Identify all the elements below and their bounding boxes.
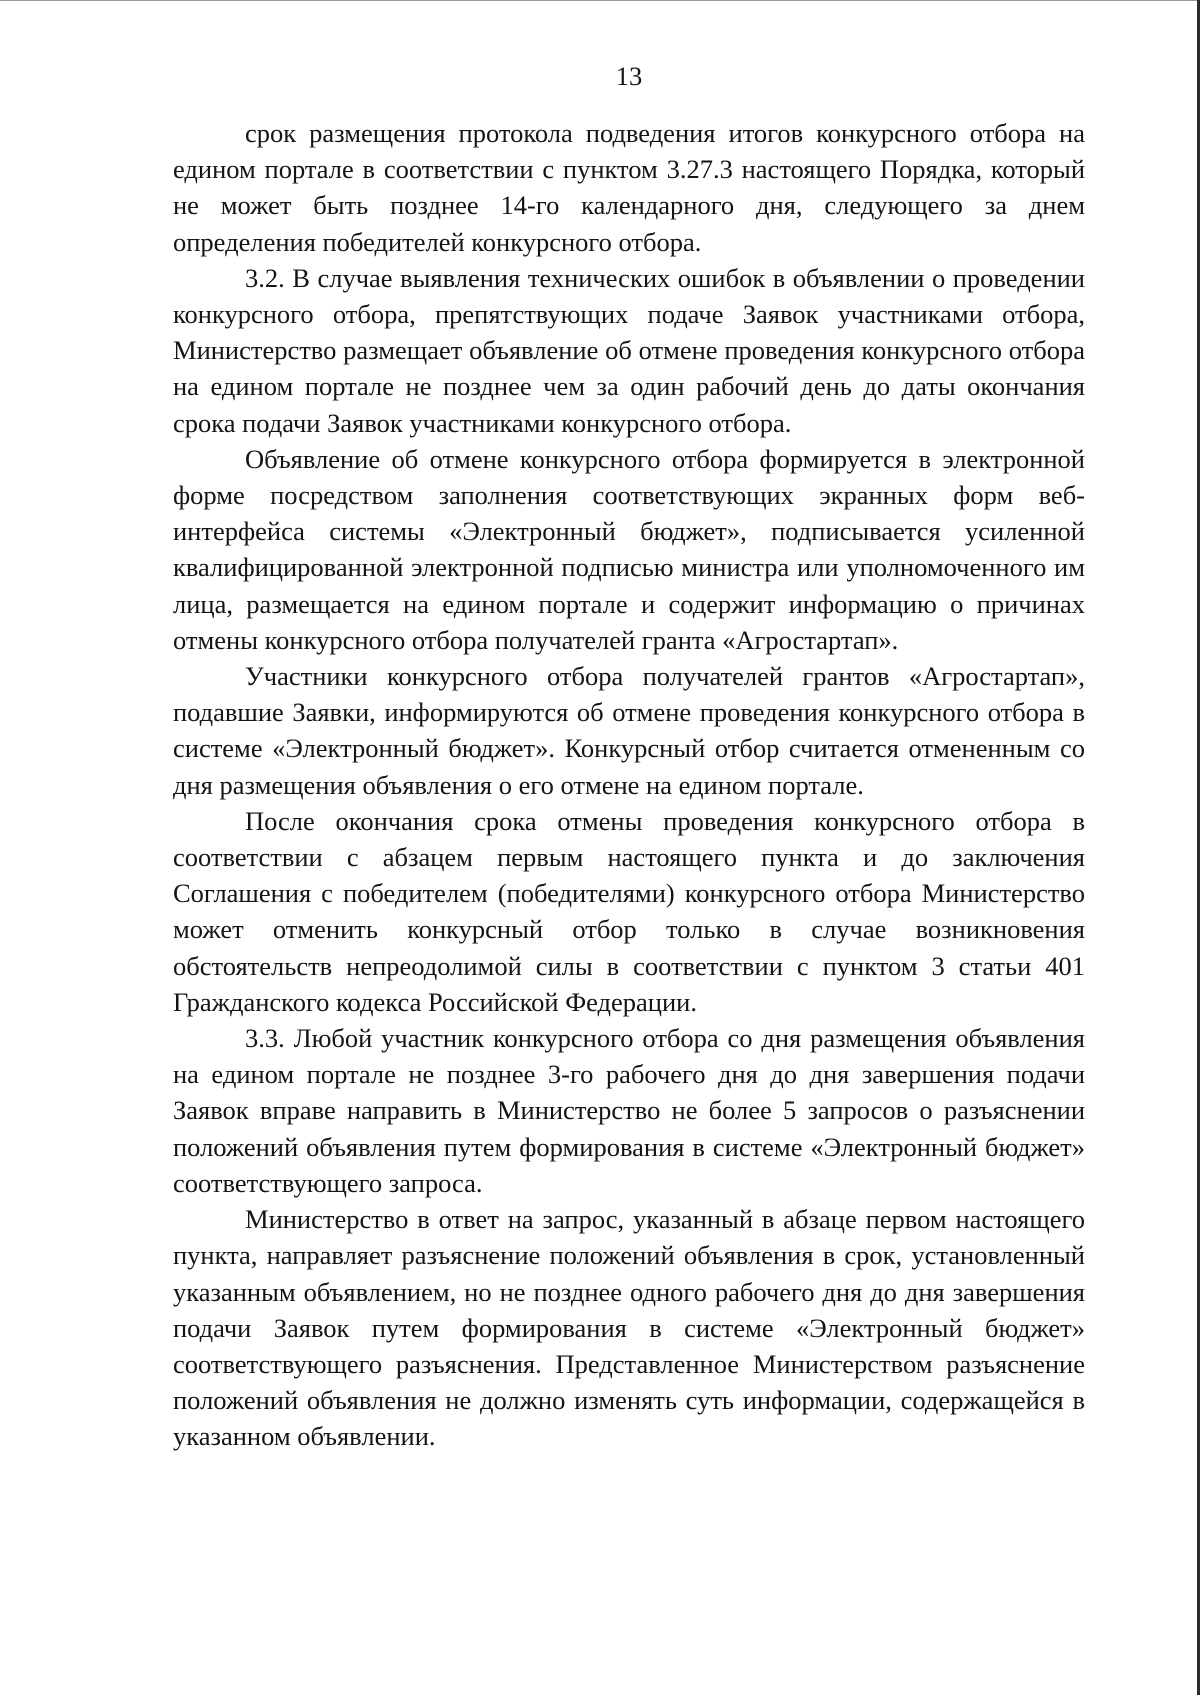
page-number: 13	[615, 61, 643, 91]
document-body	[173, 115, 1085, 1455]
paragraph-3-2: 3.2. В случае выявления технических ошибок в объявлении о проведении конкурсного отбора, препятствующих подаче Заявок участниками отбора, Министерство размещает объявление об отмене проведения конкурсного отбора на едином портале не позднее чем за один рабочий день до даты окончания срока подачи Заявок участниками конкурсного отбора.	[173, 262, 1085, 438]
scan-top-edge	[0, 0, 1200, 1]
paragraph-cancellation-notice: Объявление об отмене конкурсного отбора формируется в электронной форме посредством заполнения соответствующих экранных форм веб-интерфейса системы «Электронный бюджет», подписывается усиленной квалифицированной электронной подписью министра или уполномоченного им лица, размещается на едином портале и содержит информацию о причинах отмены конкурсного отбора получателей гранта «Агростартап».	[173, 443, 1085, 655]
paragraph-ministry-response: Министерство в ответ на запрос, указанный в абзаце первом настоящего пункта, направляет разъяснение положений объявления в срок, установленный указанным объявлением, но не позднее одного рабочего дня до дня завершения подачи Заявок путем формирования в системе «Электронный бюджет» соответствующего разъяснения. Представленное Министерством разъяснение положений объявления не должно изменять суть информации, содержащейся в указанном объявлении.	[173, 1204, 1085, 1452]
paragraph-participants-informed: Участники конкурсного отбора получателей грантов «Агростартап», подавшие Заявки, информируются об отмене проведения конкурсного отбора в системе «Электронный бюджет». Конкурсный отбор считается отмененным со дня размещения объявления о его отмене на едином портале.	[173, 661, 1085, 800]
paragraph-continuation: срок размещения протокола подведения итогов конкурсного отбора на едином портале в соответствии с пунктом 3.27.3 настоящего Порядка, который не может быть позднее 14-го календарного дня, следующего за днем определения победителей конкурсного отбора.	[173, 118, 1085, 257]
paragraph-3-3: 3.3. Любой участник конкурсного отбора со дня размещения объявления на едином портале не позднее 3-го рабочего дня до дня завершения подачи Заявок вправе направить в Министерство не более 5 запросов о разъяснении положений объявления путем формирования в системе «Электронный бюджет» соответствующего запроса.	[173, 1023, 1085, 1198]
paragraph-force-majeure: После окончания срока отмены проведения конкурсного отбора в соответствии с абзацем первым настоящего пункта и до заключения Соглашения с победителем (победителями) конкурсного отбора Министерство может отменить конкурсный отбор только в случае возникновения обстоятельств непреодолимой силы в соответствии с пунктом 3 статьи 401 Гражданского кодекса Российской Федерации.	[173, 805, 1085, 1017]
